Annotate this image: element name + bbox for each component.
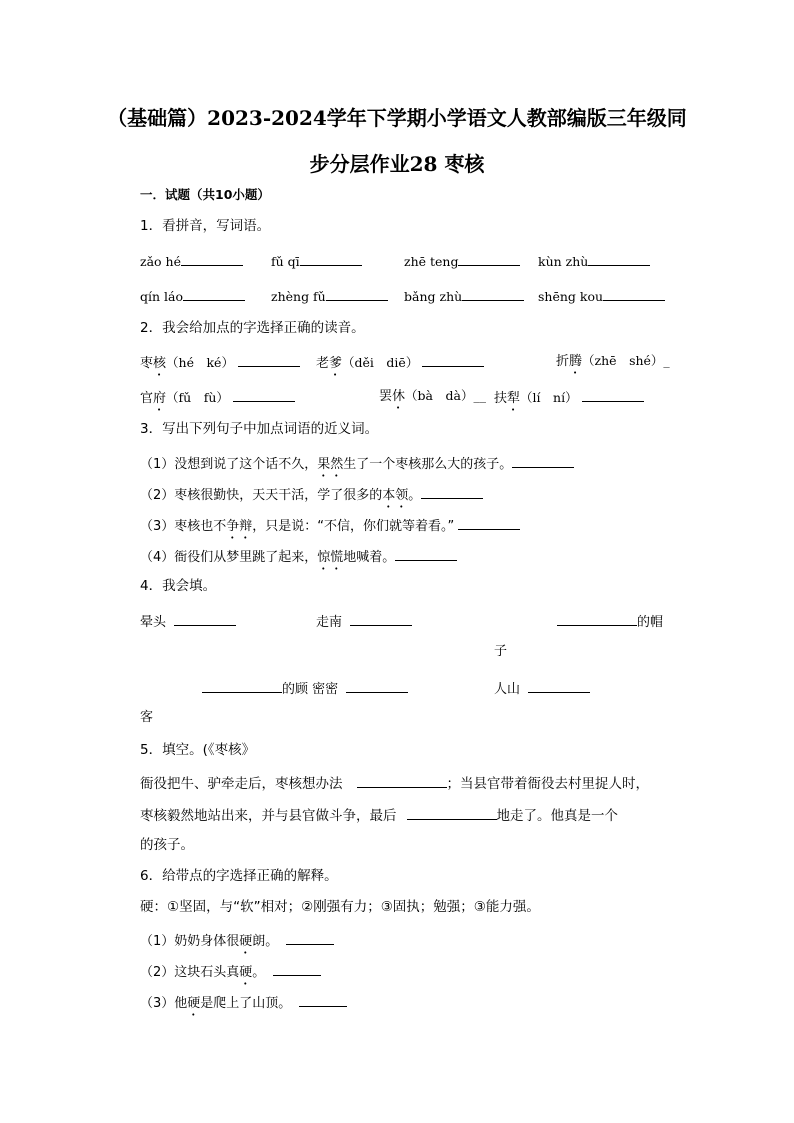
sentence-text: （3）枣核也不 (140, 519, 227, 534)
q1-item (271, 251, 362, 271)
question-6-label: 6．给带点的字选择正确的解释。 (140, 868, 338, 884)
sentence-text: 朗。 (252, 934, 279, 949)
answer-blank[interactable] (183, 286, 245, 301)
answer-blank[interactable] (557, 611, 637, 626)
answer-blank[interactable] (582, 387, 644, 402)
dotted-char: 硬 (239, 934, 253, 949)
answer-blank[interactable] (407, 805, 497, 820)
sentence-text: （1）奶奶身体很 (140, 934, 240, 949)
answer-blank[interactable] (299, 992, 347, 1007)
q6-sentence-1 (140, 930, 334, 957)
answer-blank[interactable] (174, 611, 236, 626)
word-text: 老 (316, 356, 330, 371)
worksheet-title-line2: 步分层作业28 枣核 (309, 152, 485, 176)
sentence-text: 地喊着。 (343, 550, 396, 565)
sentence-text: （2）枣核很勤快，天天干活，学了很多的 (140, 488, 383, 503)
dotted-char: 硬 (187, 996, 201, 1011)
pinyin-text: bǎng zhù (404, 289, 463, 304)
question-3-label: 3．写出下列句子中加点词语的近义词。 (140, 421, 379, 437)
pinyin-text: qín láo (140, 289, 183, 304)
sentence-text: ，只是说：“不信，你们就等着看。” (252, 519, 455, 534)
q1-item (271, 286, 388, 306)
pinyin-text: zhē teng (404, 254, 459, 269)
pinyin-text: fǔ qī (271, 254, 300, 269)
q4-wrap-text: 客 (140, 710, 154, 725)
pinyin-text: shēng kou (538, 289, 604, 304)
q3-sentence-3 (140, 515, 520, 542)
word-text: 官 (140, 391, 154, 406)
dotted-char: 休 (392, 389, 406, 404)
pinyin-options: （hé ké） (166, 355, 234, 370)
sentence-text: （1）没想到说了这个话不久， (140, 457, 318, 472)
dotted-word: 本领 (382, 488, 409, 503)
answer-blank[interactable] (462, 286, 524, 301)
sentence-text: 。 (252, 965, 266, 980)
sentence-text: 是爬上了山顶。 (200, 996, 292, 1011)
answer-blank[interactable] (458, 251, 520, 266)
q3-sentence-4 (140, 546, 457, 573)
answer-blank[interactable] (238, 352, 300, 367)
answer-blank[interactable] (422, 352, 484, 367)
dotted-word: 争辩 (226, 519, 253, 534)
answer-blank[interactable] (273, 961, 321, 976)
answer-blank[interactable] (528, 678, 590, 693)
q2-item (494, 387, 644, 414)
dotted-char: 腾 (569, 354, 583, 369)
dotted-char: 犁 (507, 391, 521, 406)
answer-blank[interactable] (202, 678, 282, 693)
idiom-text: 的帽 (637, 615, 664, 630)
passage-text: ；当县官带着衙役去村里捉人时， (446, 776, 649, 792)
q6-definitions: 硬：①坚固，与“软”相对；②刚强有力；③固执；勉强；③能力强。 (140, 899, 540, 915)
answer-blank[interactable] (395, 546, 457, 561)
q1-item (538, 286, 665, 306)
dotted-char: 核 (153, 356, 167, 371)
pinyin-options: （zhē shé）_ (582, 353, 670, 368)
q4-item (202, 678, 408, 699)
passage-text: 枣核毅然地站出来，并与县官做斗争，最后 (140, 808, 397, 824)
answer-blank[interactable] (357, 773, 447, 788)
answer-blank[interactable] (603, 286, 665, 301)
q2-item (379, 387, 486, 412)
dotted-char: 爹 (329, 356, 343, 371)
pinyin-text: kùn zhù (538, 254, 589, 269)
sentence-text: 生了一个枣核那么大的孩子。 (343, 457, 513, 472)
question-5-label: 5．填空。(《枣核》 (140, 742, 256, 758)
q4-item (140, 611, 236, 632)
idiom-text: 晕头 (140, 615, 167, 630)
q4-item (494, 678, 590, 699)
q5-line-1 (140, 773, 649, 793)
idiom-text: 人山 (494, 682, 521, 697)
pinyin-options: （děi diē） (342, 355, 419, 370)
q5-line-2 (140, 805, 618, 825)
question-2-label: 2．我会给加点的字选择正确的读音。 (140, 320, 365, 336)
q4-item (316, 611, 412, 632)
sentence-text: （2）这块石头真 (140, 965, 240, 980)
q1-item (140, 251, 243, 271)
answer-blank[interactable] (286, 930, 334, 945)
idiom-text: 的顾 密密 (282, 682, 339, 697)
dotted-char: 府 (153, 391, 167, 406)
q1-item (538, 251, 650, 271)
pinyin-text: zǎo hé (140, 254, 181, 269)
answer-blank[interactable] (588, 251, 650, 266)
q4-wrap-text: 子 (494, 644, 508, 659)
pinyin-text: zhèng fǔ (271, 289, 326, 304)
sentence-text: （4）衙役们从梦里跳了起来， (140, 550, 318, 565)
idiom-text: 走南 (316, 615, 343, 630)
q6-sentence-3 (140, 992, 347, 1019)
word-text: 枣 (140, 356, 154, 371)
section-heading: 一．试题（共10小题） (140, 187, 270, 202)
q3-sentence-2 (140, 484, 483, 511)
word-text: 折 (556, 354, 570, 369)
pinyin-options: （bà dà）__ (405, 388, 486, 403)
worksheet-title-line1: （基础篇）2023-2024学年下学期小学语文人教部编版三年级同 (107, 106, 687, 130)
q4-item (557, 611, 663, 632)
q1-item (140, 286, 245, 306)
q5-line-3: 的孩子。 (140, 837, 194, 853)
q2-item (140, 387, 295, 414)
answer-blank[interactable] (512, 453, 574, 468)
q3-sentence-1 (140, 453, 574, 480)
q2-item (556, 352, 670, 377)
question-4-label: 4．我会填。 (140, 578, 217, 594)
word-text: 罢 (379, 389, 393, 404)
answer-blank[interactable] (300, 251, 362, 266)
answer-blank[interactable] (350, 611, 412, 626)
dotted-char: 硬 (239, 965, 253, 980)
q6-sentence-2 (140, 961, 321, 988)
question-1-label: 1．看拼音，写词语。 (140, 218, 271, 234)
passage-text: 衙役把牛、驴牵走后，枣核想办法 (140, 776, 343, 792)
sentence-text: （3）他 (140, 996, 188, 1011)
pinyin-options: （lí ní） (520, 390, 578, 405)
word-text: 扶 (494, 391, 508, 406)
answer-blank[interactable] (326, 286, 388, 301)
answer-blank[interactable] (181, 251, 243, 266)
pinyin-options: （fǔ fù） (166, 390, 229, 405)
dotted-word: 果然 (317, 457, 344, 472)
q1-item (404, 251, 520, 271)
passage-text: 地走了。他真是一个 (496, 808, 618, 824)
dotted-word: 惊慌 (317, 550, 344, 565)
q2-item (140, 352, 300, 379)
answer-blank[interactable] (346, 678, 408, 693)
q1-item (404, 286, 524, 306)
answer-blank[interactable] (458, 515, 520, 530)
answer-blank[interactable] (233, 387, 295, 402)
sentence-text: 。 (408, 488, 422, 503)
q2-item (316, 352, 484, 379)
answer-blank[interactable] (421, 484, 483, 499)
